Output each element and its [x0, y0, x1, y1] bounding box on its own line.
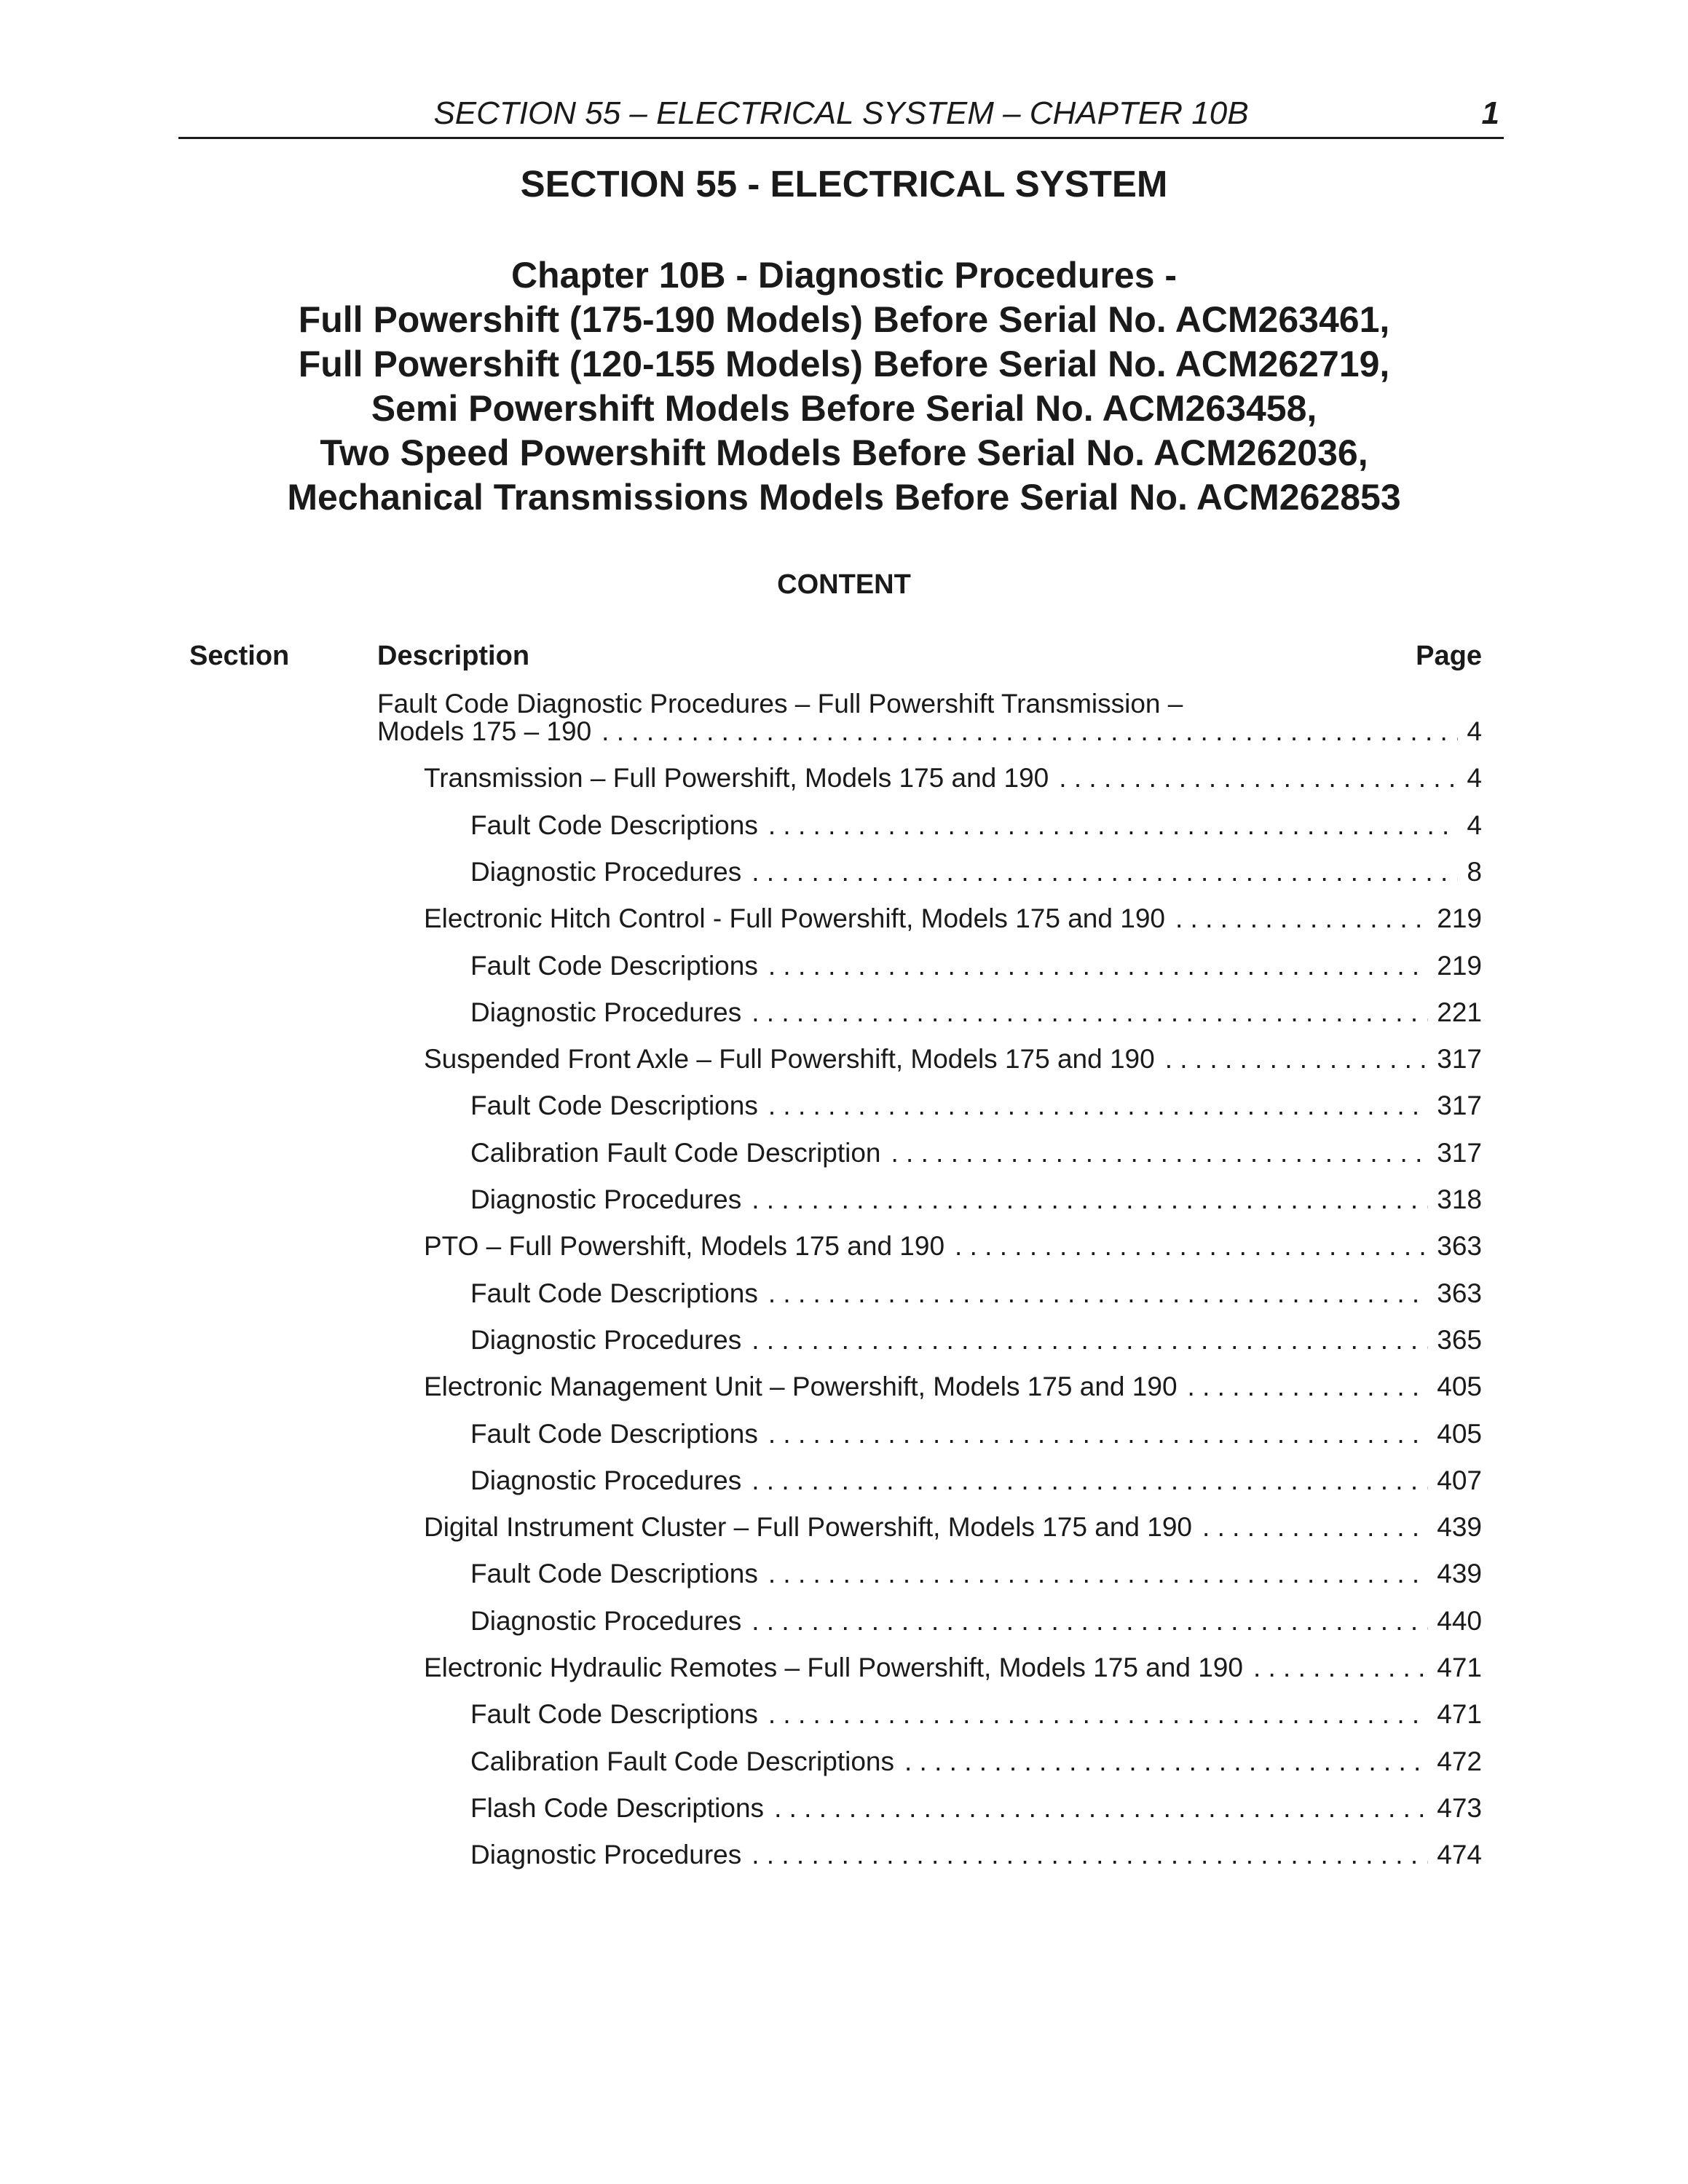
toc-entry-page: 473 — [1437, 1793, 1482, 1823]
dot-leader — [768, 1557, 1428, 1591]
toc-entry-label: Fault Code Descriptions — [470, 1277, 768, 1310]
toc-entry-page: 317 — [1437, 1138, 1482, 1168]
content-heading: CONTENT — [777, 569, 911, 600]
toc-entry[interactable] — [424, 761, 1482, 795]
dot-leader — [752, 1464, 1428, 1497]
toc-entry-page: 363 — [1437, 1231, 1482, 1261]
toc-entry-label: Suspended Front Axle – Full Powershift, Models 175 and 190 — [424, 1042, 1165, 1076]
dot-leader — [1253, 1651, 1428, 1685]
chapter-title-line: Two Speed Powershift Models Before Serial No. ACM262036, — [320, 432, 1368, 473]
running-header — [178, 93, 1504, 139]
toc-entry-label: Electronic Hitch Control - Full Powershift, Models 175 and 190 — [424, 902, 1175, 935]
dot-leader — [768, 809, 1459, 842]
toc-entry-label-line1: Fault Code Diagnostic Procedures – Full Powershift Transmission – — [377, 689, 1183, 719]
dot-leader — [752, 996, 1428, 1029]
dot-leader — [955, 1230, 1428, 1263]
toc-entry[interactable] — [470, 1324, 1482, 1357]
dot-leader — [904, 1745, 1428, 1779]
toc-entry[interactable] — [470, 1557, 1482, 1591]
dot-leader — [752, 1183, 1428, 1216]
dot-leader — [1175, 902, 1428, 935]
dot-leader — [752, 1605, 1428, 1638]
toc-entry-page: 363 — [1437, 1278, 1482, 1308]
toc-entry[interactable] — [470, 1183, 1482, 1216]
toc-entry-label: Calibration Fault Code Description — [470, 1136, 891, 1170]
toc-entry-page: 219 — [1437, 951, 1482, 981]
dot-leader — [768, 1698, 1428, 1731]
dot-leader — [768, 1417, 1428, 1451]
toc-entry[interactable] — [470, 1464, 1482, 1497]
toc-entry[interactable] — [470, 1605, 1482, 1638]
section-title: SECTION 55 - ELECTRICAL SYSTEM — [520, 163, 1168, 205]
toc-entry-label: Diagnostic Procedures — [470, 1464, 752, 1497]
toc-entry[interactable] — [470, 1136, 1482, 1170]
toc-entry-label: Calibration Fault Code Descriptions — [470, 1745, 904, 1779]
dot-leader — [768, 1089, 1428, 1123]
toc-entry-page: 471 — [1437, 1699, 1482, 1729]
toc-entry-label: Fault Code Descriptions — [470, 1417, 768, 1451]
dot-leader — [1165, 1042, 1429, 1076]
toc-entry-page: 439 — [1437, 1512, 1482, 1542]
toc-entry-page: 472 — [1437, 1746, 1482, 1776]
toc-entry-label: Fault Code Descriptions — [470, 1698, 768, 1731]
dot-leader — [1202, 1511, 1428, 1544]
toc-entry-page: 4 — [1467, 810, 1482, 840]
toc-entry-page: 221 — [1437, 997, 1482, 1027]
toc-entry-label: Transmission – Full Powershift, Models 175 and 190 — [424, 761, 1059, 795]
toc-entry[interactable] — [424, 1042, 1482, 1076]
dot-leader — [774, 1792, 1428, 1825]
toc-entry-label: Flash Code Descriptions — [470, 1792, 774, 1825]
chapter-title-line: Semi Powershift Models Before Serial No. ACM263458, — [371, 388, 1317, 429]
dot-leader — [768, 949, 1428, 983]
toc-entry-label: Diagnostic Procedures — [470, 1605, 752, 1638]
toc-entry[interactable] — [470, 949, 1482, 983]
toc-entry-page: 405 — [1437, 1372, 1482, 1401]
dot-leader — [752, 1324, 1428, 1357]
toc-entry-page: 4 — [1467, 763, 1482, 793]
toc-entry[interactable] — [470, 1698, 1482, 1731]
toc-entry[interactable] — [470, 1277, 1482, 1310]
chapter-title-line: Full Powershift (120-155 Models) Before Serial No. ACM262719, — [298, 344, 1390, 384]
toc-entry-page: 317 — [1437, 1044, 1482, 1074]
chapter-title-line: Mechanical Transmissions Models Before Serial No. ACM262853 — [287, 477, 1401, 518]
dot-leader — [752, 855, 1458, 889]
toc-entry-page: 8 — [1467, 857, 1482, 887]
toc-entry[interactable] — [470, 1792, 1482, 1825]
page-number: 1 — [1481, 95, 1499, 131]
toc-entry-label: Diagnostic Procedures — [470, 1324, 752, 1357]
toc-entry-label: Digital Instrument Cluster – Full Powershift, Models 175 and 190 — [424, 1511, 1202, 1544]
toc-entry-page: 365 — [1437, 1325, 1482, 1355]
toc-entry-label: Electronic Management Unit – Powershift, Models 175 and 190 — [424, 1370, 1188, 1404]
toc-entry-page: 440 — [1437, 1606, 1482, 1636]
toc-entry[interactable] — [470, 1417, 1482, 1451]
toc-entry-page: 407 — [1437, 1465, 1482, 1495]
toc-entry-page: 474 — [1437, 1840, 1482, 1870]
toc-entry-page: 471 — [1437, 1653, 1482, 1682]
dot-leader — [1059, 761, 1458, 795]
column-header-page: Page — [1416, 641, 1482, 671]
toc-entry-label: Diagnostic Procedures — [470, 855, 752, 889]
toc-entry-label: Fault Code Descriptions — [470, 1089, 768, 1123]
toc-entry[interactable] — [470, 1838, 1482, 1872]
toc-entry[interactable] — [470, 809, 1482, 842]
toc-entry-label: PTO – Full Powershift, Models 175 and 190 — [424, 1230, 955, 1263]
toc-entry-label: Fault Code Descriptions — [470, 1557, 768, 1591]
toc-entry-label: Fault Code Descriptions — [470, 809, 768, 842]
dot-leader — [768, 1277, 1428, 1310]
toc-entry-label: Diagnostic Procedures — [470, 1183, 752, 1216]
toc-entry[interactable] — [424, 1651, 1482, 1685]
toc-entry[interactable] — [470, 855, 1482, 889]
chapter-title-line: Chapter 10B - Diagnostic Procedures - — [510, 255, 1178, 296]
toc-entry[interactable] — [377, 689, 1482, 748]
toc-entry-label: Diagnostic Procedures — [470, 1838, 752, 1872]
toc-entry[interactable] — [424, 1370, 1482, 1404]
dot-leader — [891, 1136, 1429, 1170]
toc-entry[interactable] — [470, 996, 1482, 1029]
toc-entry[interactable] — [424, 1230, 1482, 1263]
column-header-section: Section — [189, 641, 290, 671]
toc-entry-label: Electronic Hydraulic Remotes – Full Powershift, Models 175 and 190 — [424, 1651, 1253, 1685]
toc-entry[interactable] — [424, 902, 1482, 935]
running-header-title: SECTION 55 – ELECTRICAL SYSTEM – CHAPTER 10B — [433, 95, 1249, 131]
toc-entry-page: 318 — [1437, 1184, 1482, 1214]
chapter-title — [0, 253, 1688, 520]
toc-entry[interactable] — [470, 1745, 1482, 1779]
toc-entry-page: 439 — [1437, 1559, 1482, 1588]
toc-entry-label: Fault Code Descriptions — [470, 949, 768, 983]
chapter-title-line: Full Powershift (175-190 Models) Before Serial No. ACM263461, — [298, 299, 1390, 340]
toc-entry[interactable] — [470, 1089, 1482, 1123]
dot-leader — [752, 1838, 1428, 1872]
toc-entry-label: Models 175 – 190 — [377, 715, 602, 748]
toc-entry-page: 317 — [1437, 1091, 1482, 1120]
toc-entry-page: 4 — [1467, 716, 1482, 746]
column-header-description: Description — [377, 641, 530, 671]
toc-entry-page: 405 — [1437, 1419, 1482, 1449]
dot-leader — [1188, 1370, 1429, 1404]
toc-entry[interactable] — [424, 1511, 1482, 1544]
toc-entry-page: 219 — [1437, 903, 1482, 933]
toc-entry-label: Diagnostic Procedures — [470, 996, 752, 1029]
